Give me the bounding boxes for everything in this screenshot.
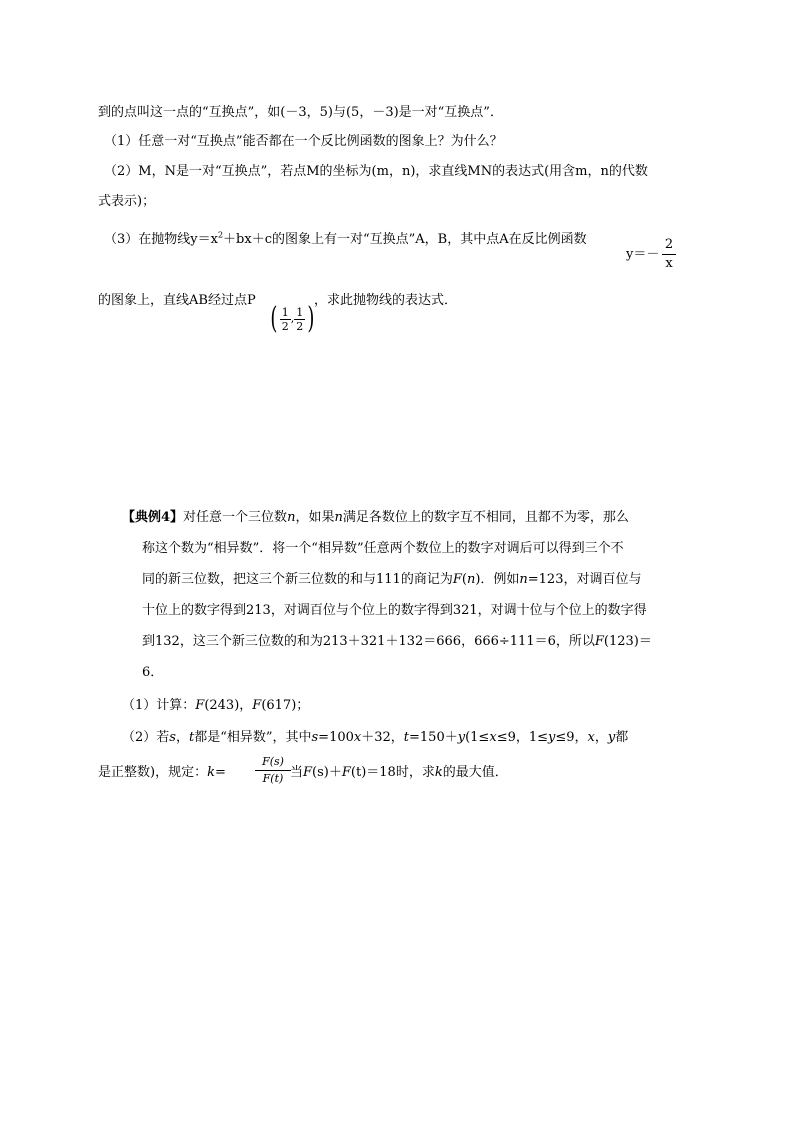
example-4-question-2-line-2 (98, 764, 226, 782)
q2-text-o: (t)＝18时，求 (350, 765, 435, 780)
question-3-line-2-end (314, 292, 457, 310)
inverse-function-prefix (626, 246, 659, 264)
q2-text-i: ≤9， (555, 730, 588, 745)
example-4-line-5 (142, 633, 652, 651)
var-k: k (434, 765, 443, 780)
func-F: F (303, 765, 313, 780)
q2-text-k: 都 (615, 730, 629, 745)
func-F: F (252, 698, 262, 713)
q2-text-g: (1≤ (465, 730, 490, 745)
var-n: n (519, 572, 528, 587)
var-n: n (334, 510, 343, 525)
point-y-denominator: 2 (296, 319, 304, 333)
q2-equals: = (214, 765, 226, 780)
var-s: s (311, 730, 319, 745)
question-3-text-b: ＋bx＋c的图象上有一对“互换点”A，B，其中点A在反比例函数 (223, 232, 587, 247)
exponent-2: 2 (217, 230, 224, 240)
intro-line (98, 104, 503, 122)
example-4-line-2 (142, 540, 624, 558)
var-y: y (607, 730, 616, 745)
example-4-text-5a: 到132，这三个新三位数的和为213＋321＋132＝666，666÷111＝6，所以 (142, 634, 595, 649)
question-2-text-1: （2）M，N是一对“互换点”，若点M的坐标为(m，n)，求直线MN的表达式(用含m，n的代数 (104, 164, 648, 179)
question-3-text-d: ，求此抛物线的表达式． (314, 293, 458, 308)
question-1-text: （1）任意一对“互换点”能否都在一个反比例函数的图象上？为什么？ (104, 134, 503, 149)
var-k: k (207, 765, 215, 780)
example-4-text-2: 称这个数为“相异数”．将一个“相异数”任意两个数位上的数字对调后可以得到三个不 (142, 541, 624, 556)
func-F: F (594, 634, 604, 649)
example-4-q1-text-b: (243)， (204, 698, 253, 713)
var-t: t (403, 730, 410, 745)
example-4-line-4 (142, 602, 647, 620)
example-4-text-3d: =123，对调百位与 (527, 572, 642, 587)
point-p-coordinates (268, 297, 317, 341)
func-F: F (195, 698, 205, 713)
question-3-text-a: （3）在抛物线y＝x (104, 232, 218, 247)
question-2-line-2 (98, 193, 155, 211)
example-4-text-1a: 对任意一个三位数 (183, 510, 288, 525)
q2-text-f: =150＋ (409, 730, 458, 745)
example-4-question-2-line-1 (122, 729, 628, 747)
point-x-fraction (280, 306, 291, 333)
example-4-question-2-line-2-end (290, 764, 508, 782)
var-x: x (353, 730, 362, 745)
intro-text: 到的点叫这一点的“互换点”，如(－3，5)与(5，－3)是一对“互换点”． (98, 105, 503, 120)
question-3-text-c: 的图象上，直线AB经过点P (98, 293, 256, 308)
q2-text-j: ， (594, 730, 608, 745)
example-4-text-6: 6． (142, 665, 164, 680)
example-4-line-3 (142, 571, 641, 589)
k-fraction (255, 754, 291, 787)
q2-text-d: =100 (318, 730, 354, 745)
var-t: t (188, 730, 195, 745)
example-4-text-3c: )．例如 (475, 572, 520, 587)
q2-text-b: ， (175, 730, 189, 745)
example-4-text-4: 十位上的数字得到213，对调百位与个位上的数字得到321，对调十位与个位上的数字得 (142, 603, 647, 618)
example-4-text-5b: (123)＝ (603, 634, 652, 649)
q2-text-m: 当 (290, 765, 304, 780)
func-F: F (341, 765, 351, 780)
function-prefix: y＝－ (626, 247, 660, 262)
example-4-line-6 (142, 664, 163, 682)
example-4-line-1 (122, 509, 629, 527)
example-4-text-1b: ，如果 (295, 510, 335, 525)
k-fraction-denominator: F(t) (262, 772, 284, 785)
example-4-q1-text-c: (617)； (261, 698, 310, 713)
q2-text-c: 都是“相异数”，其中 (194, 730, 312, 745)
example-4-label: 【典例4】 (122, 510, 184, 525)
left-paren: ( (270, 301, 278, 336)
var-x: x (489, 730, 497, 745)
right-paren: ) (307, 301, 315, 336)
var-n: n (466, 572, 476, 587)
point-x-denominator: 2 (281, 319, 289, 333)
q2-text-n: (s)＋ (312, 765, 342, 780)
q2-text-a: （2）若 (122, 730, 170, 745)
inverse-function-fraction (662, 236, 676, 273)
point-y-fraction (294, 306, 305, 333)
question-3-line-2 (98, 292, 256, 310)
function-denominator: x (665, 256, 673, 271)
example-4-text-1c: 满足各数位上的数字互不相同，且都不为零，那么 (342, 510, 629, 525)
point-separator: , (290, 312, 295, 325)
var-s: s (169, 730, 176, 745)
example-4-q1-text-a: （1）计算： (122, 698, 196, 713)
example-4-text-3a: 同的新三位数，把这三个新三位数的和与111的商记为 (142, 572, 453, 587)
var-x: x (587, 730, 595, 745)
q2-text-l: 是正整数)，规定： (98, 765, 208, 780)
q2-text-e: ＋32， (361, 730, 404, 745)
var-n: n (287, 510, 296, 525)
var-y: y (548, 730, 556, 745)
function-numerator: 2 (662, 236, 676, 255)
question-3-line-1 (104, 231, 587, 249)
point-y-numerator: 1 (296, 305, 304, 319)
example-4-text-3b: ( (461, 572, 467, 587)
k-fraction-numerator: F(s) (255, 754, 291, 771)
question-2-line-1 (104, 163, 648, 181)
func-F: F (452, 572, 462, 587)
question-1 (104, 133, 503, 151)
var-y: y (457, 730, 466, 745)
example-4-question-1 (122, 697, 309, 715)
question-2-text-2: 式表示)； (98, 194, 156, 209)
q2-text-p: 的最大值． (442, 765, 508, 780)
point-x-numerator: 1 (281, 305, 289, 319)
q2-text-h: ≤9，1≤ (496, 730, 549, 745)
